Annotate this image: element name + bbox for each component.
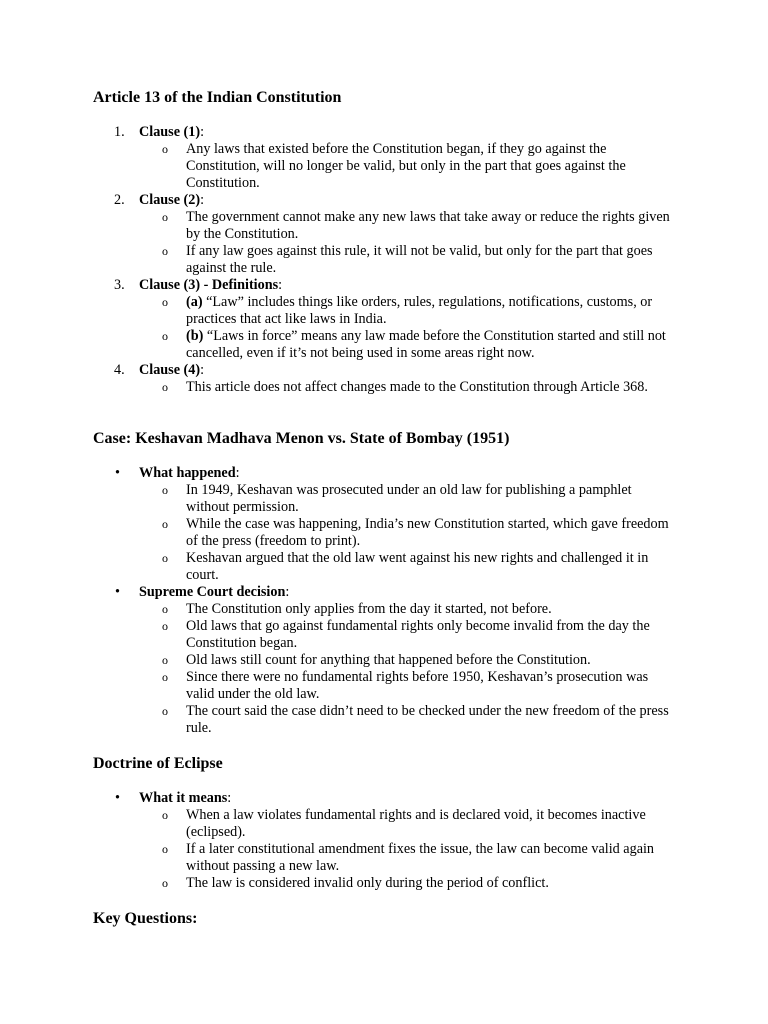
sub-text: When a law violates fundamental rights and is declared void, it becomes inactive (eclipsed). [186, 807, 646, 840]
label-colon: : [285, 584, 290, 600]
label-colon: : [200, 124, 205, 140]
clause-label: Clause (4) [139, 362, 201, 378]
item-label: Supreme Court decision [139, 584, 286, 600]
sub-text: If any law goes against this rule, it will not be valid, but only for the part that goes against the rule. [186, 243, 653, 276]
label-colon: : [200, 362, 205, 378]
sub-list-item [0, 807, 768, 841]
sub-bullet: o [162, 619, 168, 633]
sub-text: While the case was happening, India’s new Constitution started, which gave freedom of the press (freedom to print). [186, 516, 669, 549]
sub-bullet: o [162, 808, 168, 822]
sub-bullet: o [162, 295, 168, 309]
sub-list-item [0, 209, 768, 243]
clause-label: Clause (1) [139, 124, 201, 140]
section-title-eclipse: Doctrine of Eclipse [93, 755, 223, 772]
sub-bullet: o [162, 876, 168, 890]
sub-text: “Law” includes things like orders, rules, regulations, notifications, customs, or practices that act like laws in India. [186, 294, 653, 327]
clause-label: Clause (3) - Definitions [139, 277, 279, 293]
sub-bullet: o [162, 842, 168, 856]
sub-prefix: (a) [186, 294, 203, 310]
section-title-case: Case: Keshavan Madhava Menon vs. State of Bombay (1951) [93, 430, 510, 447]
bullet: • [115, 465, 120, 481]
sub-list-item [0, 875, 768, 892]
sub-list-item [0, 243, 768, 277]
bullet: • [115, 790, 120, 806]
sub-text: The government cannot make any new laws that take away or reduce the rights given by the Constitution. [186, 209, 670, 242]
sub-text: In 1949, Keshavan was prosecuted under an old law for publishing a pamphlet without permission. [186, 482, 632, 515]
eclipse-list [0, 790, 768, 892]
sub-text: This article does not affect changes made to the Constitution through Article 368. [186, 379, 648, 395]
case-list [0, 465, 768, 737]
list-item-clause-3 [0, 277, 768, 294]
sub-list-item [0, 652, 768, 669]
sub-bullet: o [162, 244, 168, 258]
label-colon: : [227, 790, 232, 806]
sub-bullet: o [162, 380, 168, 394]
list-number: 4. [114, 362, 125, 378]
sub-list-item [0, 601, 768, 618]
sub-bullet: o [162, 210, 168, 224]
list-number: 2. [114, 192, 125, 208]
sub-text: The court said the case didn’t need to be checked under the new freedom of the press rule. [186, 703, 669, 736]
sub-list-item [0, 703, 768, 737]
list-number: 3. [114, 277, 125, 293]
sub-bullet: o [162, 517, 168, 531]
sub-text: If a later constitutional amendment fixes the issue, the law can become valid again without passing a new law. [186, 841, 655, 874]
sub-bullet: o [162, 329, 168, 343]
label-colon: : [200, 192, 205, 208]
sub-list-item [0, 669, 768, 703]
sub-prefix: (b) [186, 328, 204, 344]
item-label: What it means [139, 790, 228, 806]
section-title-key-questions: Key Questions: [93, 910, 198, 927]
list-item-clause-1 [0, 124, 768, 141]
sub-bullet: o [162, 142, 168, 156]
list-item-clause-2 [0, 192, 768, 209]
article-clause-list [0, 124, 768, 396]
sub-list-item [0, 516, 768, 550]
sub-text: Any laws that existed before the Constitution began, if they go against the Constitution, will no longer be valid, but only in the part that goes against the Constitution. [186, 141, 626, 191]
sub-text: “Laws in force” means any law made before the Constitution started and still not cancelled, even if it’s not being used in some areas right now. [186, 328, 666, 361]
section-title-article-13: Article 13 of the Indian Constitution [93, 89, 342, 106]
label-colon: : [235, 465, 240, 481]
sub-bullet: o [162, 551, 168, 565]
sub-bullet: o [162, 483, 168, 497]
sub-text: Old laws that go against fundamental rights only become invalid from the day the Constitution began. [186, 618, 650, 651]
list-item-what-it-means [0, 790, 768, 807]
sub-text: Keshavan argued that the old law went against his new rights and challenged it in court. [186, 550, 649, 583]
list-item-court-decision [0, 584, 768, 601]
bullet: • [115, 584, 120, 600]
sub-list-item [0, 141, 768, 192]
label-colon: : [278, 277, 283, 293]
sub-bullet: o [162, 670, 168, 684]
sub-list-item [0, 550, 768, 584]
sub-bullet: o [162, 704, 168, 718]
list-item-clause-4 [0, 362, 768, 379]
list-number: 1. [114, 124, 125, 140]
item-label: What happened [139, 465, 236, 481]
sub-text: Since there were no fundamental rights before 1950, Keshavan’s prosecution was valid under the old law. [186, 669, 649, 702]
sub-list-item [0, 328, 768, 362]
sub-list-item [0, 482, 768, 516]
sub-bullet: o [162, 653, 168, 667]
sub-list-item [0, 841, 768, 875]
sub-list-item [0, 294, 768, 328]
clause-label: Clause (2) [139, 192, 201, 208]
list-item-what-happened [0, 465, 768, 482]
sub-list-item [0, 618, 768, 652]
sub-bullet: o [162, 602, 168, 616]
sub-text: The law is considered invalid only during the period of conflict. [186, 875, 549, 891]
sub-text: The Constitution only applies from the day it started, not before. [186, 601, 552, 617]
sub-list-item [0, 379, 768, 396]
sub-text: Old laws still count for anything that happened before the Constitution. [186, 652, 591, 668]
